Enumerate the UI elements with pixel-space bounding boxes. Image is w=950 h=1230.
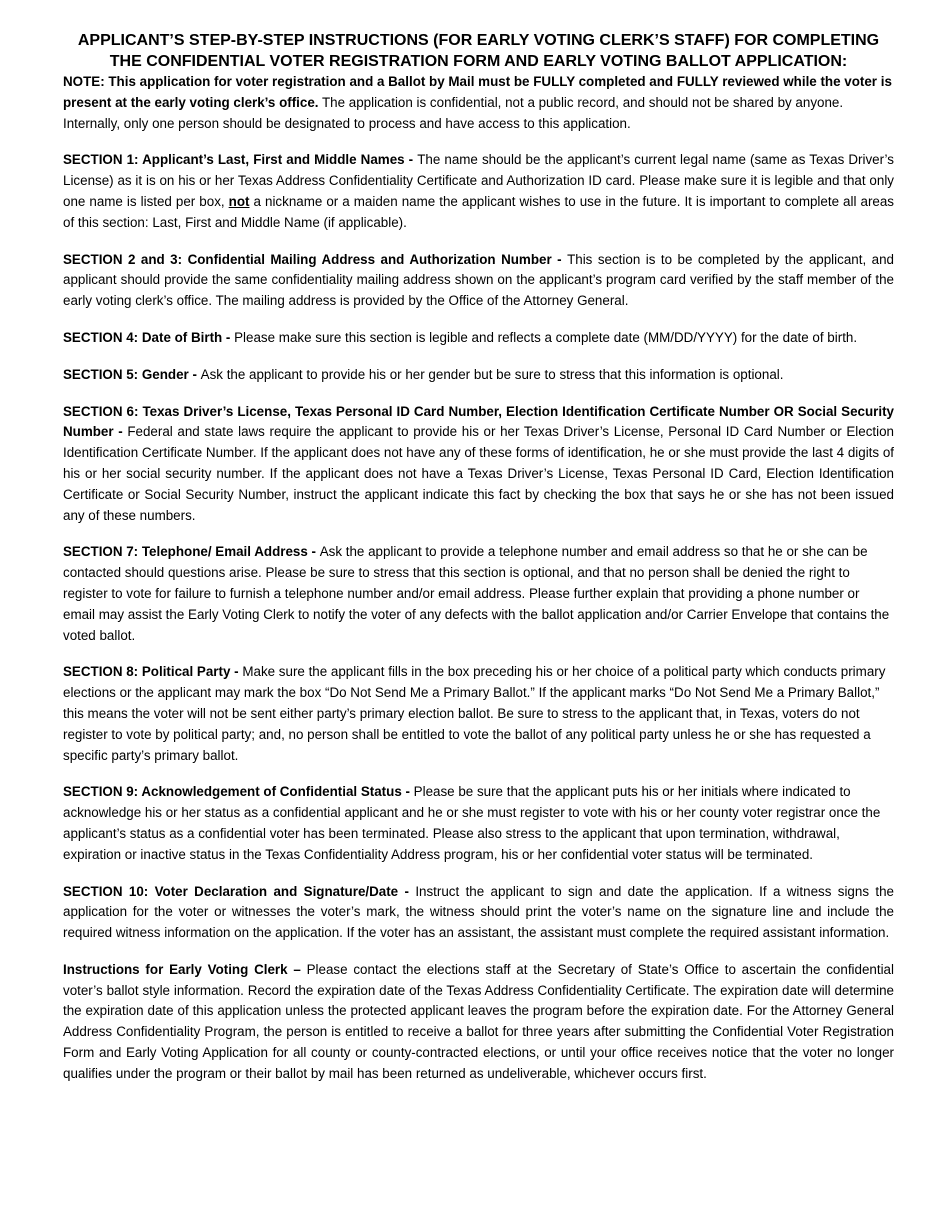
section-8-heading: SECTION 8: Political Party -	[63, 664, 243, 680]
section-4-text: Please make sure this section is legible and reflects a complete date (MM/DD/YYYY) for the date of birth.	[234, 329, 858, 345]
section-5-heading: SECTION 5: Gender -	[63, 366, 201, 382]
section-10-text: Instruct the applicant to sign and date the application. If a witness signs the application for the voter or witnesses the voter’s mark, the witness should print the voter’s name on the signature line and include the required witness information on the application. If the voter has an assistant, the assistant must complete the required assistant information.	[63, 883, 894, 941]
page-title	[63, 30, 894, 72]
section-8-text: Make sure the applicant fills in the box preceding his or her choice of a political party which conducts primary elections or the applicant may mark the box “Do Not Send Me a Primary Ballot.” If the applicant marks “Do Not Send Me a Primary Ballot,” this means the voter will not be sent either party’s primary election ballot. Be sure to stress to the applicant that, in Texas, voters do not register to vote by political party; and, no person shall be entitled to vote the ballot of any political party unless he or she has requested a specific party’s primary ballot.	[63, 664, 886, 763]
title-line-1: APPLICANT’S STEP-BY-STEP INSTRUCTIONS (FOR EARLY VOTING CLERK’S STAFF) FOR COMPLETING	[77, 32, 880, 49]
section-8	[63, 662, 894, 766]
note-text: The application is confidential, not a public record, and should not be shared by anyone. Internally, only one person should be designated to process and have access to this application.	[63, 94, 844, 131]
clerk-instructions-heading: Instructions for Early Voting Clerk –	[63, 961, 307, 977]
section-2-3-heading: SECTION 2 and 3: Confidential Mailing Address and Authorization Number -	[63, 251, 568, 267]
section-2-3-text: This section is to be completed by the applicant, and applicant should provide the same confidentiality mailing address shown on the applicant’s program card verified by the staff member of the early voting clerk’s office. The mailing address is provided by the Office of the Attorney General.	[63, 251, 894, 309]
section-5-text: Ask the applicant to provide his or her gender but be sure to stress that this information is optional.	[200, 366, 784, 382]
section-7-heading: SECTION 7: Telephone/ Email Address -	[63, 544, 320, 560]
section-1	[63, 150, 894, 233]
clerk-instructions	[63, 960, 894, 1085]
section-4-heading: SECTION 4: Date of Birth -	[63, 329, 235, 345]
section-1-underline: not	[228, 193, 250, 209]
section-9-text: Please be sure that the applicant puts his or her initials where indicated to acknowledge his or her status as a confidential applicant and he or she must register to vote with his or her county voter registrar once the applicant’s status as a confidential voter has been terminated. Please also stress to the applicant that upon termination, withdrawal, expiration or inactive status in the Texas Confidentiality Address program, his or her confidential voter status will be terminated.	[63, 784, 881, 862]
title-line-2: THE CONFIDENTIAL VOTER REGISTRATION FORM AND EARLY VOTING BALLOT APPLICATION:	[109, 53, 848, 70]
section-4	[63, 328, 894, 349]
section-5	[63, 365, 894, 386]
section-9-heading: SECTION 9: Acknowledgement of Confidential Status -	[63, 784, 414, 800]
section-2-3	[63, 250, 894, 312]
section-9	[63, 782, 894, 865]
clerk-instructions-text: Please contact the elections staff at the Secretary of State’s Office to ascertain the confidential voter’s ballot style information. Record the expiration date of the Texas Address Confidentiality Certificate. The expiration date will determine the expiration date of this application unless the protected applicant leaves the program before the expiration date. For the Attorney General Address Confidentiality Program, the person is entitled to receive a ballot for three years after submitting the Confidential Voter Registration Form and Early Voting Application for all county or county-contracted elections, or until your office receives notice that the voter no longer qualifies under the program or their ballot by mail has been returned as undeliverable, whichever occurs first.	[63, 961, 894, 1081]
section-10-heading: SECTION 10: Voter Declaration and Signature/Date -	[63, 883, 416, 899]
section-1-text-a: The name should be the applicant’s current legal name (same as Texas Driver’s License) as it is on his or her Texas Address Confidentiality Certificate and Authorization ID card. Please make sure it is legible and that only one name is listed per box,	[63, 152, 894, 209]
section-1-heading: SECTION 1: Applicant’s Last, First and Middle Names -	[63, 152, 418, 168]
note-bold: NOTE: This application for voter registration and a Ballot by Mail must be FULLY completed and FULLY reviewed while the voter is present at the early voting clerk’s office.	[63, 74, 892, 110]
section-6-heading: SECTION 6: Texas Driver’s License, Texas Personal ID Card Number, Election Identification Certificate Number OR Social Security Number -	[63, 403, 894, 440]
section-6	[63, 402, 894, 527]
section-10	[63, 882, 894, 944]
section-1-text-b: a nickname or a maiden name the applicant wishes to use in the future. It is important to complete all areas of this section: Last, First and Middle Name (if applicable).	[63, 193, 894, 230]
section-7	[63, 542, 894, 646]
note-paragraph	[63, 72, 894, 134]
section-6-text: Federal and state laws require the applicant to provide his or her Texas Driver’s License, Personal ID Card Number or Election Identification Certificate Number. If the applicant does not have any of these forms of identification, he or she must provide the last 4 digits of his or her social security number. If the applicant does not have a Texas Driver’s License, Texas Personal ID Card, Election Identification Certificate or Social Security Number, instruct the applicant indicate this fact by checking the box that says he or she has not been issued any of these numbers.	[63, 424, 894, 523]
section-7-text: Ask the applicant to provide a telephone number and email address so that he or she can be contacted should questions arise. Please be sure to stress that this section is optional, and that no person shall be denied the right to register to vote for failure to furnish a telephone number and/or email address. Please further explain that providing a phone number or email may assist the Early Voting Clerk to notify the voter of any defects with the ballot application and/or Carrier Envelope that contains the voted ballot.	[63, 544, 890, 643]
